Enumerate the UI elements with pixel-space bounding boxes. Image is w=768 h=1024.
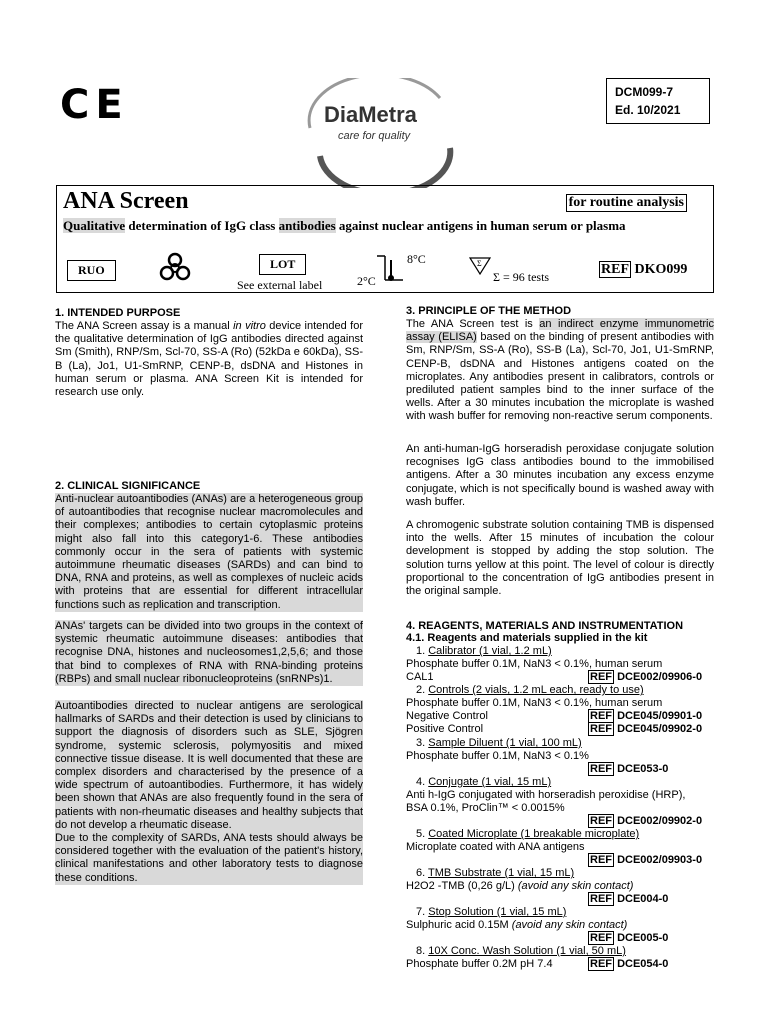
reagent-4-desc-1: Anti h-IgG conjugated with horseradish peroxidise (HRP),	[406, 789, 686, 801]
reagent-7-warning: (avoid any skin contact)	[511, 919, 628, 931]
section-1-text	[55, 320, 363, 399]
reagent-1-cal	[406, 671, 716, 684]
section-3-para-3: A chromogenic substrate solution containing TMB is dispensed into the wells. After 15 minutes of incubation the colour development is stopped by adding the stop solution. The solution turns yellow at this point. The level of colour is directly proportional to the concentration of IgG antibodies present in the original sample.	[406, 519, 714, 598]
subtitle-antibodies: antibodies	[278, 218, 336, 233]
cal1-label: CAL1	[406, 671, 434, 683]
biohazard-icon	[157, 252, 193, 289]
reagent-2-name: Controls (2 vials, 1.2 mL each, ready to use)	[428, 684, 644, 696]
temperature-icon	[375, 252, 405, 291]
reagent-5-num: 5.	[416, 828, 429, 840]
reagent-8-title	[406, 945, 716, 958]
negative-control-row	[406, 710, 716, 723]
reagent-4-num: 4.	[416, 776, 429, 788]
ce-mark: CE	[60, 82, 129, 128]
reagent-3-title	[406, 737, 716, 750]
doc-code: DCM099-7	[615, 85, 674, 99]
reagent-8-num: 8.	[416, 945, 429, 957]
negative-control-label: Negative Control	[406, 710, 488, 722]
ref-box: REF	[590, 958, 612, 970]
reagent-7-name: Stop Solution (1 vial, 15 mL)	[428, 906, 567, 918]
reagent-4-ref: DCE002/09902-0	[617, 815, 703, 827]
section-2-para-4: Due to the complexity of SARDs, ANA tests should always be considered together with the evaluation of the patient's history, clinical manifestations and other laboratory tests to diagnose these conditions.	[55, 832, 363, 884]
reagent-4-desc-2: BSA 0.1%, ProClin™ < 0.0015%	[406, 802, 565, 814]
reagent-6-title	[406, 867, 716, 880]
logo-name: DiaMetra	[324, 102, 417, 127]
reagent-5-ref: DCE002/09903-0	[617, 854, 703, 866]
subtitle-mid: determination of IgG class	[125, 218, 279, 233]
s3-p1-a: The ANA Screen test is	[406, 318, 540, 330]
ref-box: REF	[590, 763, 612, 775]
reagent-8-ref: DCE054-0	[617, 958, 669, 970]
section-2-heading: 2. CLINICAL SIGNIFICANCE	[55, 480, 201, 492]
positive-control-label: Positive Control	[406, 723, 484, 735]
section-3-heading: 3. PRINCIPLE OF THE METHOD	[406, 305, 572, 317]
product-title: ANA Screen	[63, 188, 189, 214]
reagent-2-num: 2.	[416, 684, 429, 696]
negative-control-ref: DCE045/09901-0	[617, 710, 703, 722]
positive-control-ref: DCE045/09902-0	[617, 723, 703, 735]
cal1-ref: DCE002/09906-0	[617, 671, 703, 683]
s1-text-italic: in vitro	[233, 320, 266, 332]
reagent-2-title	[406, 684, 716, 697]
ref-box: REF	[590, 932, 612, 944]
reagent-4-name: Conjugate (1 vial, 15 mL)	[428, 776, 552, 788]
section-1-heading: 1. INTENDED PURPOSE	[55, 307, 181, 319]
ref-block	[599, 262, 687, 278]
temp-high: 8°C	[407, 252, 426, 266]
ref-box: REF	[590, 710, 612, 722]
reagent-8-name: 10X Conc. Wash Solution (1 vial, 50 mL)	[428, 945, 626, 957]
reagent-6-desc-text: H2O2 -TMB (0,26 g/L)	[406, 880, 518, 892]
reagent-6-warning: (avoid any skin contact)	[517, 880, 634, 892]
reagent-8-desc-text: Phosphate buffer 0.2M pH 7.4	[406, 958, 553, 970]
reagent-5-name: Coated Microplate (1 breakable microplate)	[428, 828, 640, 840]
reagent-7-num: 7.	[416, 906, 429, 918]
edition: Ed. 10/2021	[615, 103, 681, 117]
temp-low: 2°C	[357, 274, 376, 288]
ref-box: REF	[601, 262, 629, 277]
document-code-box	[606, 78, 710, 124]
title-box	[56, 185, 714, 293]
section-3-para-2: An anti-human-IgG horseradish peroxidase conjugate solution recognises IgG class antibodies bound to the immobilised antigens. After a 30 minutes incubation any excess enzyme conjugate, which is not specifically bound is washed away with wash buffer.	[406, 443, 714, 508]
routine-label: for routine analysis	[566, 194, 687, 212]
section-2-para-3: Autoantibodies directed to nuclear antigens are serological hallmarks of SARDs and their detection is used by clinicians to support the diagnosis of disorders such as SLE, Sjögren syndrome, systemic sclerosis, polymyositis and mixed connective tissue disease. It is well documented that these are complex disorders and characterised by the presence of a wide spectrum of autoantibodies. Furthermore, it has widely been shown that ANAs are also frequently found in the sera of patients with non-rheumatic diseases and healthy subjects that do not develop a rheumatic disease.	[55, 700, 363, 831]
lot-label: LOT	[259, 254, 306, 275]
logo-tagline: care for quality	[338, 130, 411, 142]
ruo-label: RUO	[67, 260, 116, 281]
s1-text-a: The ANA Screen assay is a manual	[55, 320, 234, 332]
reagent-1-name: Calibrator (1 vial, 1.2 mL)	[428, 645, 552, 657]
positive-control-row	[406, 723, 716, 736]
reagent-3-ref: DCE053-0	[617, 763, 669, 775]
reagent-7-desc-text: Sulphuric acid 0.15M	[406, 919, 512, 931]
ref-box: REF	[590, 671, 612, 683]
ref-box: REF	[590, 854, 612, 866]
ref-code: DKO099	[634, 262, 688, 277]
section-2-para-2: ANAs' targets can be divided into two groups in the context of systemic rheumatic autoimmune diseases: antibodies that recognise DNA, histones and nucleosomes1,2,5,6; and those that bind to complexes of RNA with RNA-binding proteins (RBPs) and small nuclear ribonucleoproteins (snRNPs)1.	[55, 620, 363, 685]
subtitle-qualitative: Qualitative	[63, 218, 126, 233]
reagent-1-title	[406, 645, 716, 658]
s3-p1-b: based on the binding of present antibodies with Sm, RNP/Sm, SS-A (Ro), SS-B (La), Scl-70, Jo1, U1-SmRNP, CENP-B, dsDNA and Histones antigens coated on the microplates. Any antibodies present in calibrators, controls or prediluted patient samples bind to the inner surface of the wells. After a 30 minutes incubation the microplate is washed with wash buffer for removing non-reactive serum components.	[406, 331, 714, 423]
reagent-1-num: 1.	[416, 645, 429, 657]
ref-box: REF	[590, 815, 612, 827]
reagent-5-desc: Microplate coated with ANA antigens	[406, 841, 585, 853]
reagent-7-title	[406, 906, 716, 919]
reagent-2-desc: Phosphate buffer 0.1M, NaN3 < 0.1%, human serum	[406, 697, 663, 709]
section-3-para-1	[406, 318, 714, 424]
reagent-6-ref: DCE004-0	[617, 893, 669, 905]
reagent-6-num: 6.	[416, 867, 429, 879]
reagent-6-desc	[406, 880, 716, 893]
section-4-1-heading: 4.1. Reagents and materials supplied in the kit	[406, 632, 648, 644]
reagent-3-num: 3.	[416, 737, 429, 749]
reagent-7-ref: DCE005-0	[617, 932, 669, 944]
ref-box: REF	[590, 723, 612, 735]
reagent-5-title	[406, 828, 716, 841]
section-4-heading: 4. REAGENTS, MATERIALS AND INSTRUMENTATION	[406, 620, 684, 632]
s1-text-b: device intended for the qualitative determination of IgG antibodies directed against Sm (Smith), RNP/Sm, Scl-70, SS-A (Ro) (52kDa e 60kDa), SS-B (La), Jo1, U1-SmRNP, CENP-B, dsDNA and Histones in human serum or plasma. ANA Screen Kit is intended for research use only.	[55, 320, 363, 399]
diametra-logo	[290, 78, 460, 188]
reagent-8-desc	[406, 958, 716, 971]
product-subtitle	[63, 218, 626, 234]
reagent-6-name: TMB Substrate (1 vial, 15 mL)	[428, 867, 575, 879]
reagent-1-desc: Phosphate buffer 0.1M, NaN3 < 0.1%, human serum	[406, 658, 663, 670]
s3-p1-highlight: an indirect enzyme immunometric assay (ELISA)	[406, 318, 714, 344]
ref-box: REF	[590, 893, 612, 905]
sigma-triangle-icon	[469, 256, 491, 281]
svg-text:Σ: Σ	[477, 259, 482, 268]
section-2-para-1: Anti-nuclear autoantibodies (ANAs) are a heterogeneous group of autoantibodies that recognise nuclear macromolecules and their complexes; antibodies to certain cytoplasmic proteins might also fall into this category1-6. These antibodies commonly occur in the sera of patients with systemic autoimmune rheumatic diseases (SARDs) and can bind to DNA, RNA and proteins, as well as complexes of nucleic acids with proteins that are essential for different intracellular functions such as replication and transcription.	[55, 493, 363, 611]
reagent-7-desc	[406, 919, 716, 932]
subtitle-end: against nuclear antigens in human serum or plasma	[335, 218, 626, 233]
reagent-3-desc: Phosphate buffer 0.1M, NaN3 < 0.1%	[406, 750, 589, 762]
reagent-3-name: Sample Diluent (1 vial, 100 mL)	[428, 737, 582, 749]
tests-count: Σ = 96 tests	[493, 270, 550, 284]
reagent-4-title	[406, 776, 716, 789]
see-external-label: See external label	[237, 278, 323, 292]
